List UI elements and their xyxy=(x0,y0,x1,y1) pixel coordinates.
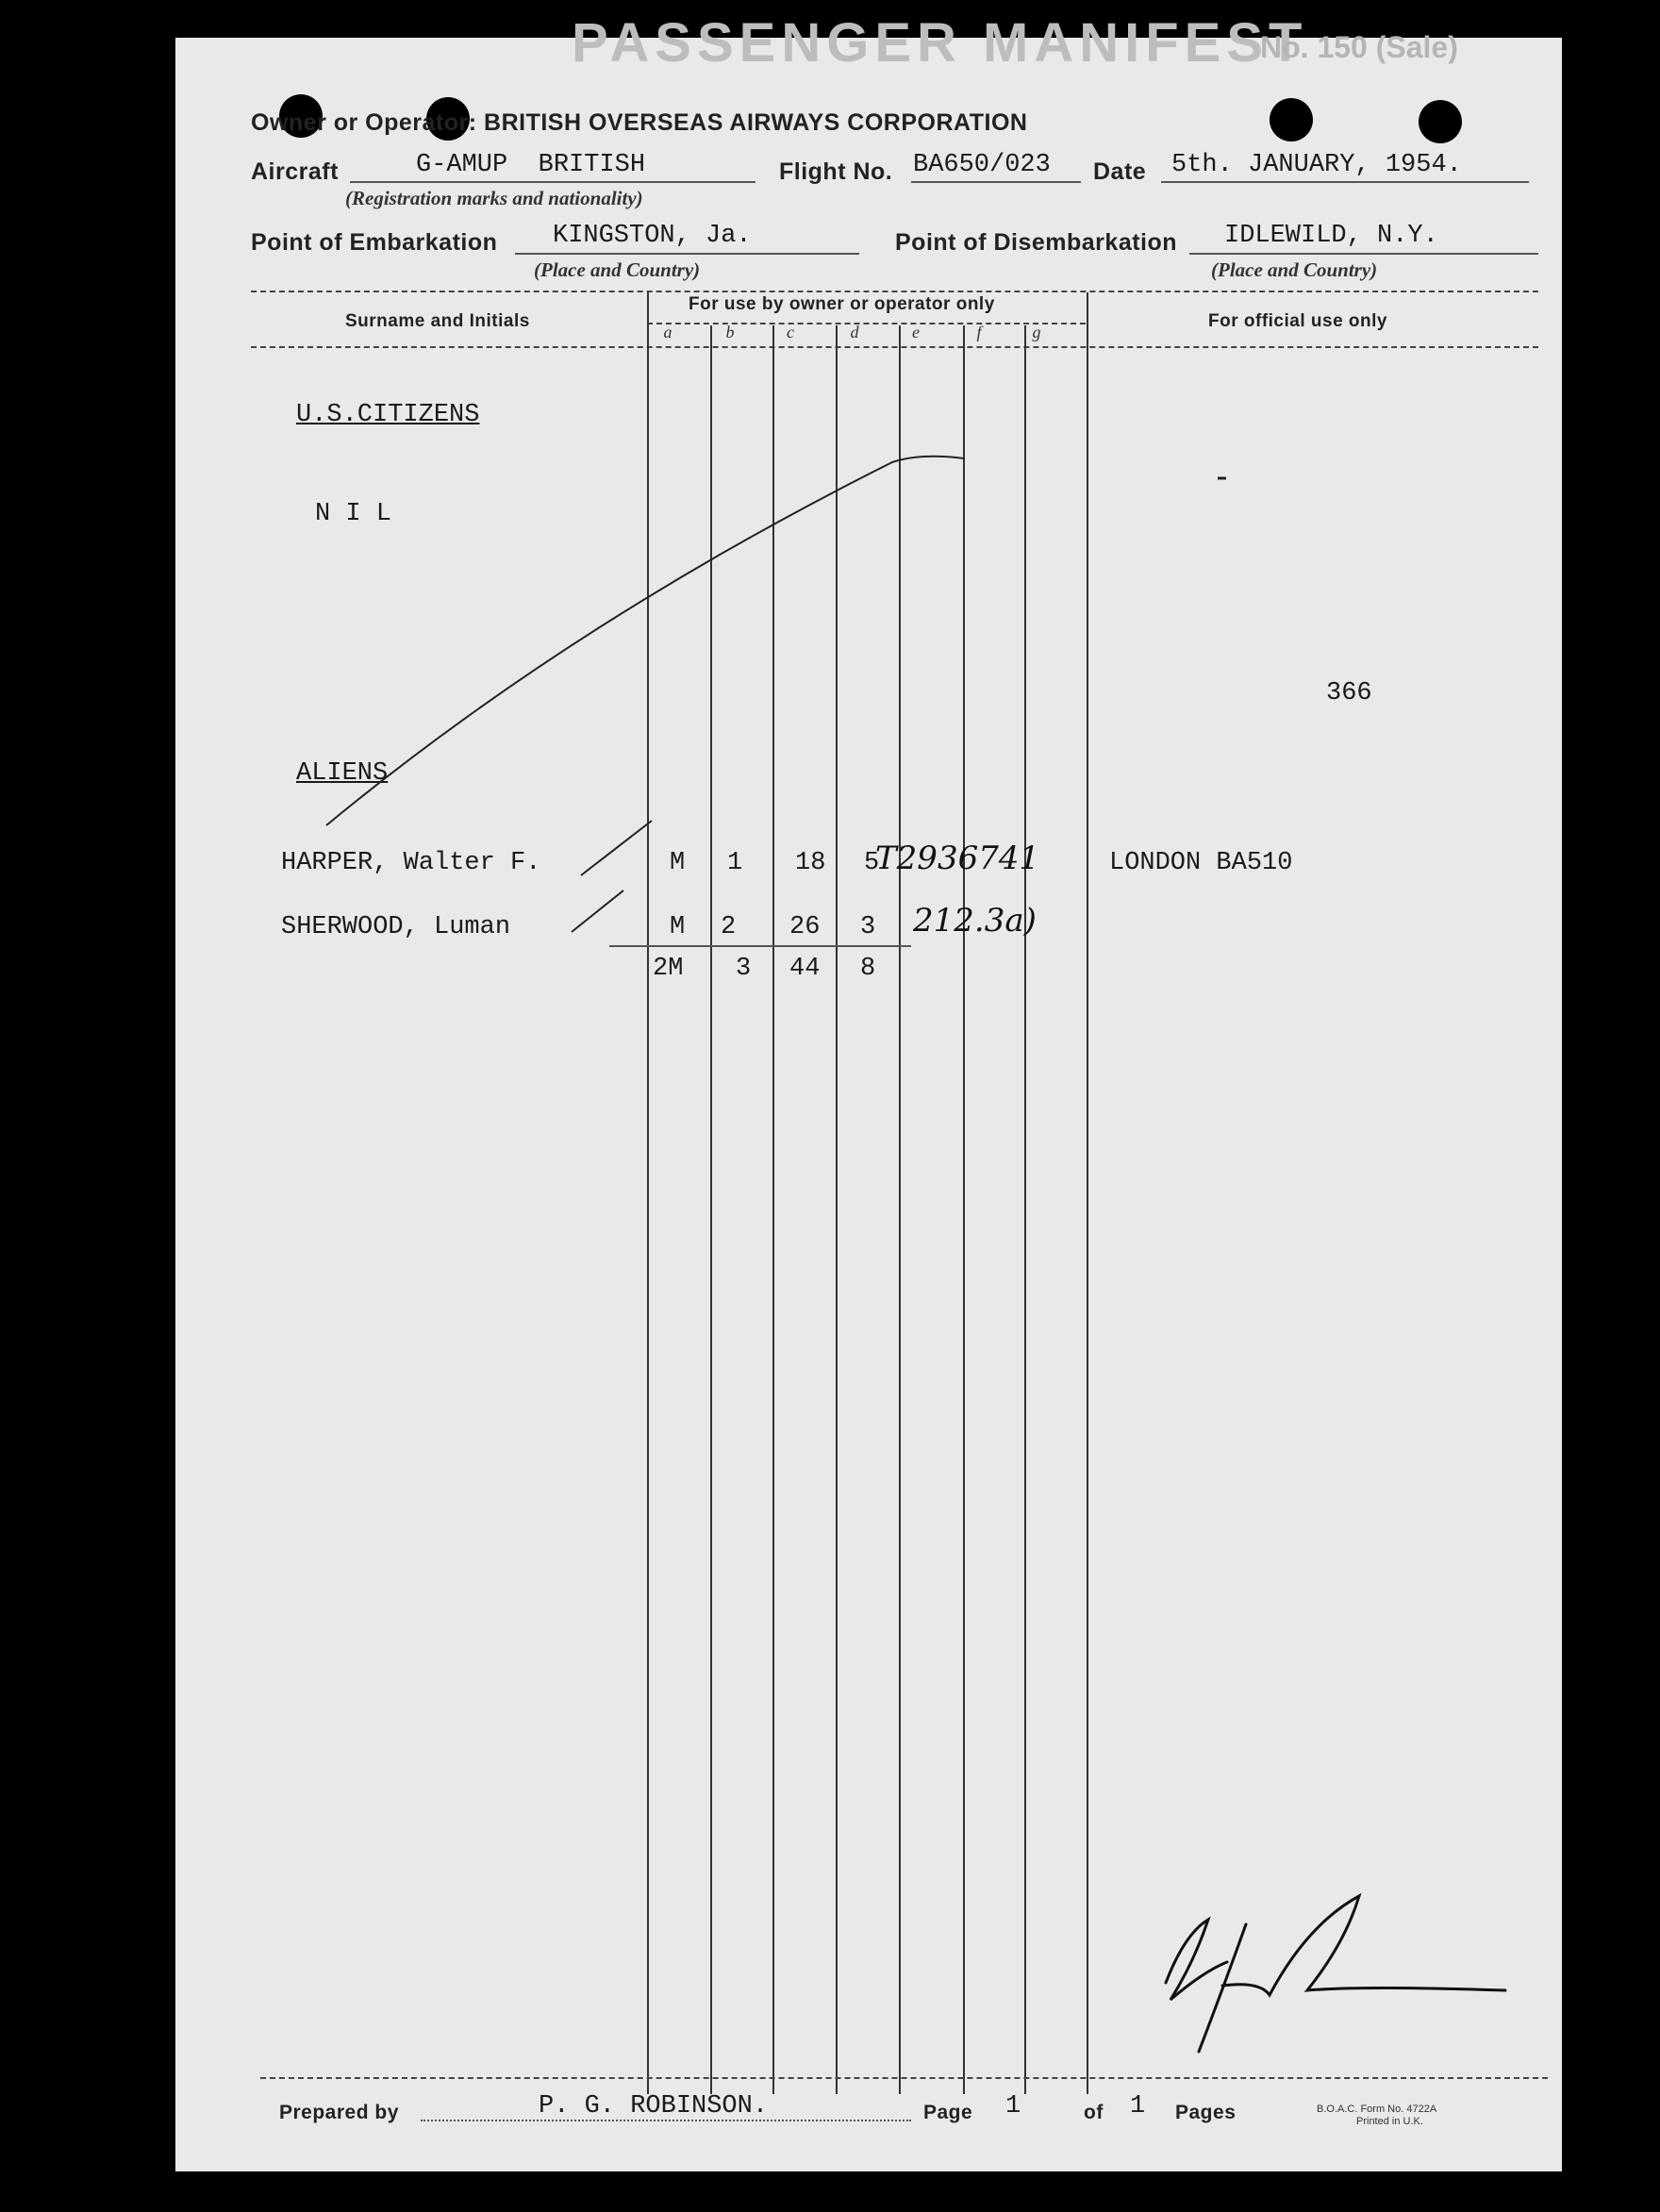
col-owner-use: For use by owner or operator only xyxy=(689,294,995,314)
prepared-value: P. G. ROBINSON. xyxy=(539,2092,769,2121)
pages-label: Pages xyxy=(1175,2102,1237,2123)
passenger-name: HARPER, Walter F. xyxy=(281,849,541,877)
col-e: e xyxy=(912,323,920,341)
cell-c: 18 xyxy=(795,849,826,877)
col-official: For official use only xyxy=(1208,311,1387,331)
manifest-number: No. 150 (Sale) xyxy=(1260,30,1458,64)
aircraft-label: Aircraft xyxy=(251,158,339,185)
section-us-citizens: U.S.CITIZENS xyxy=(296,401,480,429)
disembarkation-label: Point of Disembarkation xyxy=(895,229,1178,256)
printed-in: Printed in U.K. xyxy=(1356,2116,1423,2127)
cell-a: M xyxy=(670,913,686,941)
section-aliens: ALIENS xyxy=(296,759,389,788)
cell-a: M xyxy=(670,849,686,877)
prepared-label: Prepared by xyxy=(279,2102,399,2123)
col-d: d xyxy=(850,323,859,341)
col-a: a xyxy=(663,323,672,341)
pages-value: 1 xyxy=(1130,2092,1146,2121)
total-d: 8 xyxy=(860,955,876,983)
embarkation-value: KINGSTON, Ja. xyxy=(553,222,752,250)
col-f: f xyxy=(976,323,982,341)
date-label: Date xyxy=(1093,158,1147,185)
aircraft-value: G-AMUP BRITISH xyxy=(416,151,646,179)
date-value: 5th. JANUARY, 1954. xyxy=(1171,151,1462,179)
page-value: 1 xyxy=(1005,2092,1021,2121)
owner-operator: Owner or Operator: BRITISH OVERSEAS AIRWAYS CORPORATION xyxy=(251,109,1028,136)
aircraft-caption: (Registration marks and nationality) xyxy=(345,187,643,209)
footer-rule xyxy=(260,2077,1548,2079)
total-b: 3 xyxy=(736,955,752,983)
cell-d: 5 xyxy=(864,849,880,877)
page-label: Page xyxy=(923,2102,973,2123)
signature-mark xyxy=(1166,1896,1505,2052)
col-c: c xyxy=(787,323,794,341)
embarkation-label: Point of Embarkation xyxy=(251,229,498,256)
cell-c: 26 xyxy=(789,913,821,941)
cell-d: 3 xyxy=(860,913,876,941)
flight-value: BA650/023 xyxy=(913,151,1051,179)
col-g: g xyxy=(1032,323,1041,341)
official-entry: LONDON BA510 xyxy=(1109,849,1293,877)
pen-markings xyxy=(175,38,1562,2171)
cell-b: 1 xyxy=(727,849,743,877)
form-number: B.O.A.C. Form No. 4722A xyxy=(1317,2104,1437,2115)
total-a: 2M xyxy=(653,955,684,983)
col-surname: Surname and Initials xyxy=(345,311,530,331)
flight-label: Flight No. xyxy=(779,158,893,185)
disembarkation-value: IDLEWILD, N.Y. xyxy=(1224,222,1438,250)
official-number: 366 xyxy=(1326,679,1372,707)
total-c: 44 xyxy=(789,955,821,983)
us-citizens-nil: N I L xyxy=(315,500,392,528)
handwritten-entry: T2936741 xyxy=(875,840,1040,877)
manifest-sheet xyxy=(175,12,1562,2171)
cell-b: 2 xyxy=(721,913,737,941)
embarkation-caption: (Place and Country) xyxy=(534,258,701,281)
disembarkation-caption: (Place and Country) xyxy=(1211,258,1378,281)
passenger-name: SHERWOOD, Luman xyxy=(281,913,511,941)
manifest-title: PASSENGER MANIFEST xyxy=(572,12,1308,74)
of-label: of xyxy=(1084,2102,1104,2123)
handwritten-entry: 212.3a) xyxy=(913,902,1037,940)
col-b: b xyxy=(725,323,735,341)
